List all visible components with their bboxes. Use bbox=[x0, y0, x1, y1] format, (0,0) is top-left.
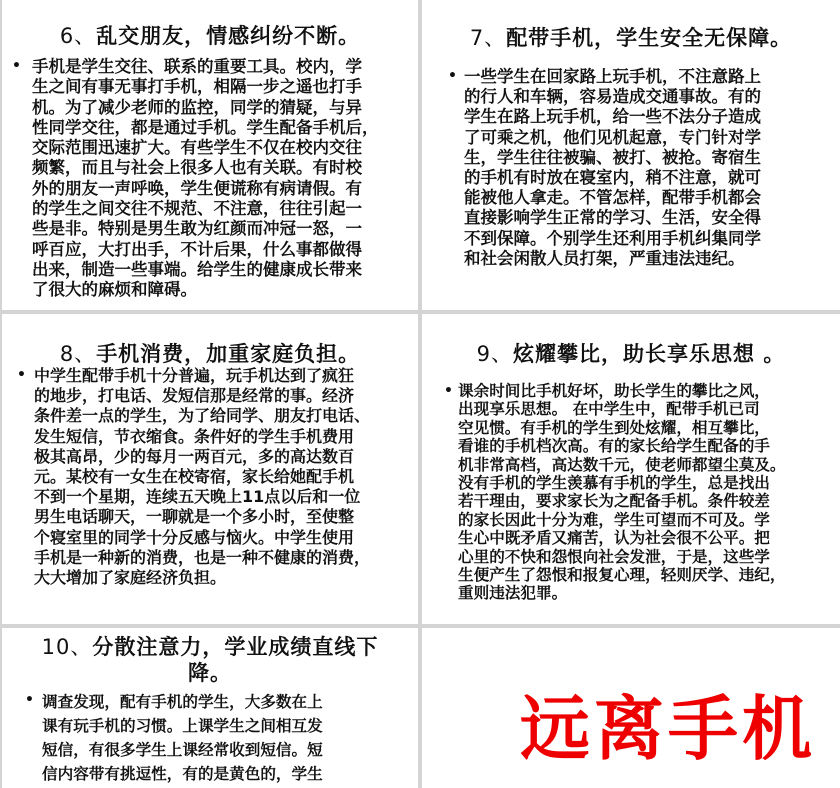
body-line: 性同学交往，都是通过手机。学生配备手机后， bbox=[32, 117, 379, 137]
slide-title-text: 手机消费，加重家庭负担。 bbox=[96, 342, 361, 366]
slide-title bbox=[2, 338, 418, 368]
bullet-icon: • bbox=[17, 367, 26, 383]
body-line: 空见惯。有手机的学生到处炫耀，相互攀比， bbox=[458, 418, 770, 437]
body-line: 极其高昂，少的每月一两百元，多的高达数百 bbox=[34, 446, 355, 466]
body-line: 重则违法犯罪。 bbox=[458, 584, 568, 603]
slide-6[interactable] bbox=[2, 0, 418, 310]
slide-title bbox=[2, 634, 418, 686]
body-line: 学生在路上玩手机，给一些不法分子造成 bbox=[464, 107, 761, 127]
slide-body bbox=[458, 382, 785, 603]
slide-number: 9、 bbox=[476, 342, 514, 366]
slide-title-text: 炫耀攀比，助长享乐思想 。 bbox=[513, 342, 786, 366]
slide-title bbox=[2, 20, 418, 50]
body-line: 没有手机的学生羡慕有手机的学生，总是找出 bbox=[458, 474, 770, 493]
body-line: 出来，制造一些事端。给学生的健康成长带来 bbox=[32, 259, 362, 279]
slide-10[interactable] bbox=[2, 628, 418, 788]
body-line: 元。某校有一女生在校寄宿，家长给她配手机 bbox=[34, 467, 355, 487]
body-line: 生之间有事无事打手机，相隔一步之遥也打手 bbox=[32, 77, 362, 97]
body-line: 若干理由，要求家长为之配备手机。条件较差 bbox=[458, 492, 770, 511]
slide-body bbox=[464, 67, 761, 269]
body-line: 心里的不快和怨恨向社会发泄，于是，这些学 bbox=[458, 547, 770, 566]
body-line: 不到一个星期，连续五天晚上11点以后和一位 bbox=[34, 487, 361, 507]
slide-title-text: 分散注意力，学业成绩直线下降。 bbox=[92, 635, 379, 685]
body-line: 生心中既矛盾又痛苦，认为社会很不公平。把 bbox=[458, 529, 770, 548]
slide-body bbox=[32, 57, 379, 301]
banner-wordart: 远离手机 bbox=[520, 687, 816, 770]
slide-number: 8、 bbox=[59, 342, 97, 366]
bullet-icon: • bbox=[448, 68, 457, 84]
body-line: 男生电话聊天，一聊就是一个多小时，至使整 bbox=[34, 507, 355, 527]
slide-11[interactable] bbox=[422, 628, 840, 788]
body-line: 呼百应，大打出手，不计后果，什么事都做得 bbox=[32, 239, 362, 259]
body-line: 外的朋友一声呼唤，学生便谎称有病请假。有 bbox=[32, 178, 362, 198]
slide-7[interactable] bbox=[422, 0, 840, 310]
body-line: 课余时间比手机好坏，助长学生的攀比之风， bbox=[458, 382, 770, 400]
body-line: 交际范围迅速扩大。有些学生不仅在校内交往 bbox=[32, 138, 362, 158]
slide-number: 7、 bbox=[469, 26, 507, 50]
body-line: 的行人和车辆，容易造成交通事故。有的 bbox=[464, 87, 761, 107]
body-line: 大大增加了家庭经济负担。 bbox=[34, 568, 227, 588]
slide-title-text: 配带手机，学生安全无保障。 bbox=[506, 26, 793, 50]
body-line: 课有玩手机的习惯。上课学生之间相互发 bbox=[42, 717, 323, 735]
body-line: 生便产生了怨恨和报复心理，轻则厌学、违纪， bbox=[458, 566, 786, 585]
body-line: 了可乘之机，他们见机起意，专门针对学 bbox=[464, 127, 761, 147]
body-line: 了很大的麻烦和障碍。 bbox=[32, 280, 197, 300]
slide-number: 6、 bbox=[59, 24, 97, 48]
body-line: 机。为了减少老师的监控，同学的猜疑，与异 bbox=[32, 97, 362, 117]
slide-title bbox=[422, 338, 840, 368]
body-line: 条件差一点的学生，为了给同学、朋友打电话、 bbox=[34, 406, 371, 426]
body-line: 中学生配带手机十分普遍，玩手机达到了疯狂 bbox=[34, 366, 355, 385]
body-line: 调查发现，配有手机的学生，大多数在上 bbox=[42, 693, 323, 711]
body-line: 短信，有很多学生上课经常收到短信。短 bbox=[42, 741, 323, 759]
slide-number: 10、 bbox=[41, 635, 93, 659]
slide-body bbox=[34, 366, 370, 588]
bullet-icon: • bbox=[12, 58, 21, 74]
bullet-icon: • bbox=[444, 383, 453, 399]
slide-9[interactable] bbox=[422, 314, 840, 624]
body-line: 些是非。特别是男生敢为红颜而冲冠一怒，一 bbox=[32, 219, 362, 239]
body-line: 机非常高档，高达数千元，使老师都望尘莫及。 bbox=[458, 455, 786, 474]
body-line: 不到保障。个别学生还利用手机纠集同学 bbox=[464, 228, 761, 248]
body-line: 的手机有时放在寝室内，稍不注意，就可 bbox=[464, 168, 761, 188]
body-line: 的家长因此十分为难，学生可望而不可及。学 bbox=[458, 510, 770, 529]
slide-8[interactable] bbox=[2, 314, 418, 624]
body-line: 信内容带有挑逗性，有的是黄色的，学生 bbox=[42, 765, 323, 783]
body-line: 手机是一种新的消费，也是一种不健康的消费， bbox=[34, 547, 371, 567]
body-line: 频繁，而且与社会上很多人也有关联。有时校 bbox=[32, 158, 362, 178]
body-line: 和社会闲散人员打架，严重违法违纪。 bbox=[464, 248, 745, 268]
body-line: 发生短信，节衣缩食。条件好的学生手机费用 bbox=[34, 426, 355, 446]
body-line: 出现享乐思想。 在中学生中，配带手机已司 bbox=[458, 400, 760, 419]
body-line: 直接影响学生正常的学习、生活，安全得 bbox=[464, 208, 761, 228]
body-line: 生，学生往往被骗、被打、被抢。寄宿生 bbox=[464, 147, 761, 167]
body-line: 的学生之间交往不规范、不注意，往往引起一 bbox=[32, 199, 362, 219]
body-line: 的地步，打电话、发短信那是经常的事。经济 bbox=[34, 386, 355, 406]
body-line: 看谁的手机档次高。有的家长给学生配备的手 bbox=[458, 437, 770, 456]
body-line: 能被他人拿走。不管怎样，配带手机都会 bbox=[464, 188, 761, 208]
body-line: 个寝室里的同学十分反感与恼火。中学生使用 bbox=[34, 527, 355, 547]
body-line: 手机是学生交往、联系的重要工具。校内，学 bbox=[32, 57, 362, 76]
slide-title-text: 乱交朋友，情感纠纷不断。 bbox=[96, 24, 361, 48]
body-line: 一些学生在回家路上玩手机，不注意路上 bbox=[464, 67, 761, 86]
bullet-icon: • bbox=[25, 692, 34, 708]
slide-body bbox=[42, 690, 323, 786]
slide-title bbox=[422, 22, 840, 52]
